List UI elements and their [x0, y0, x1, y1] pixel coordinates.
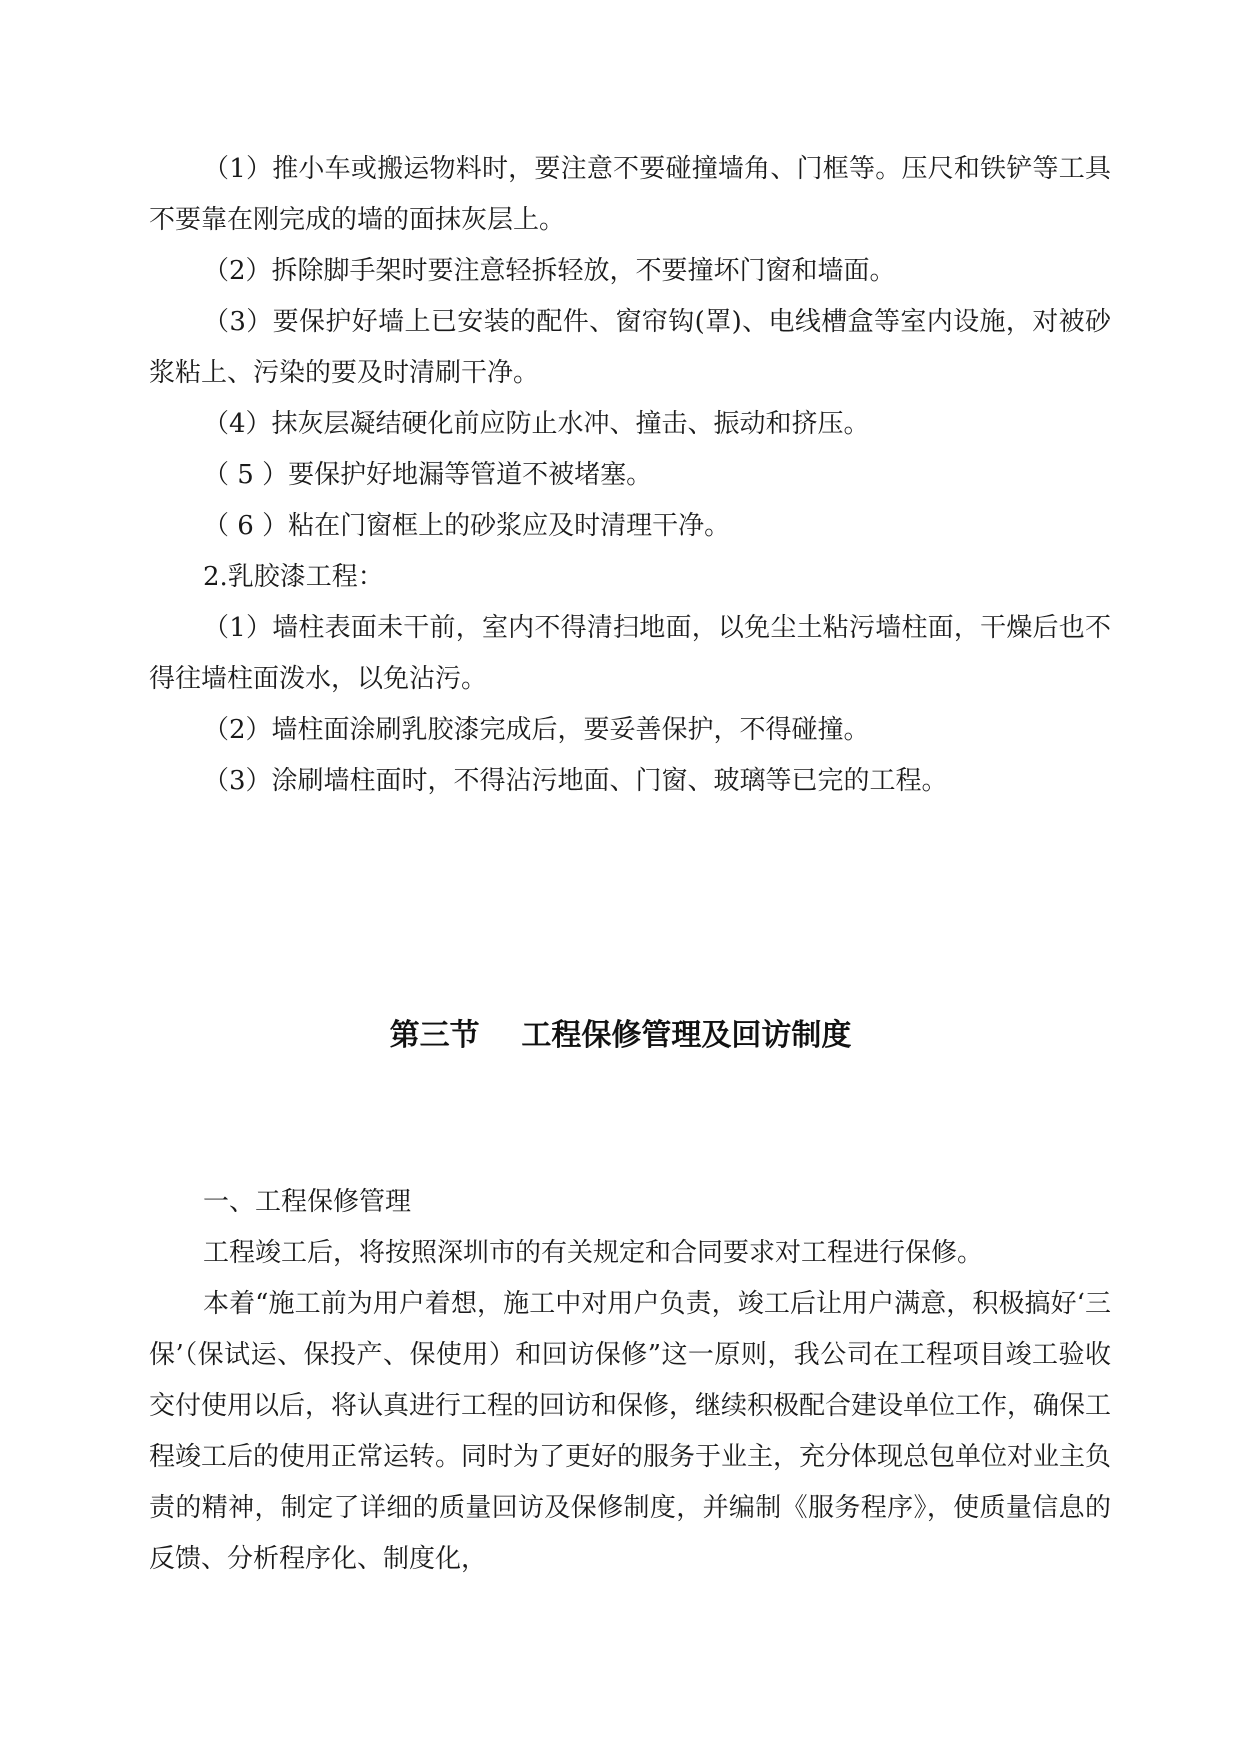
paragraph-plaster-1: （1）推小车或搬运物料时，要注意不要碰撞墙角、门框等。压尺和铁铲等工具不要靠在刚完成的墙的面抹灰层上。: [149, 154, 1111, 235]
paragraph-plaster-3: （3）要保护好墙上已安装的配件、窗帘钩(罩)、电线槽盒等室内设施，对被砂浆粘上、污染的要及时清刷干净。: [149, 307, 1111, 388]
paragraph-paint-1: （1）墙柱表面未干前，室内不得清扫地面，以免尘土粘污墙柱面，干燥后也不得往墙柱面泼水，以免沾污。: [149, 613, 1111, 694]
subheading-latex-paint: 2.乳胶漆工程：: [203, 562, 384, 592]
paragraph-paint-3: （3）涂刷墙柱面时，不得沾污地面、门窗、玻璃等已完的工程。: [203, 766, 948, 796]
paragraph-warranty-2: 本着“施工前为用户着想，施工中对用户负责，竣工后让用户满意，积极搞好‘三保’（保试运、保投产、保使用）和回访保修”这一原则，我公司在工程项目竣工验收交付使用以后，将认真进行工程的回访和保修，继续积极配合建设单位工作，确保工程竣工后的使用正常运转。同时为了更好的服务于业主，充分体现总包单位对业主负责的精神，制定了详细的质量回访及保修制度，并编制《服务程序》，使质量信息的反馈、分析程序化、制度化，: [149, 1289, 1112, 1574]
paragraph-plaster-4: （4）抹灰层凝结硬化前应防止水冲、撞击、振动和挤压。: [203, 409, 870, 439]
paragraph-warranty-1: 工程竣工后，将按照深圳市的有关规定和合同要求对工程进行保修。: [203, 1238, 984, 1268]
subheading-warranty-management: 一、工程保修管理: [203, 1187, 412, 1217]
warranty-management-block: [149, 1177, 1111, 1585]
paragraph-plaster-2: （2）拆除脚手架时要注意轻拆轻放，不要撞坏门窗和墙面。: [203, 256, 896, 286]
protection-measures-block: [149, 144, 1111, 807]
paragraph-paint-2: （2）墙柱面涂刷乳胶漆完成后，要妥善保护，不得碰撞。: [203, 715, 870, 745]
paragraph-plaster-6: （ 6 ）粘在门窗框上的砂浆应及时清理干净。: [203, 511, 731, 541]
paragraph-plaster-5: （ 5 ）要保护好地漏等管道不被堵塞。: [203, 460, 653, 490]
section-title: 第三节 工程保修管理及回访制度: [389, 1018, 852, 1053]
